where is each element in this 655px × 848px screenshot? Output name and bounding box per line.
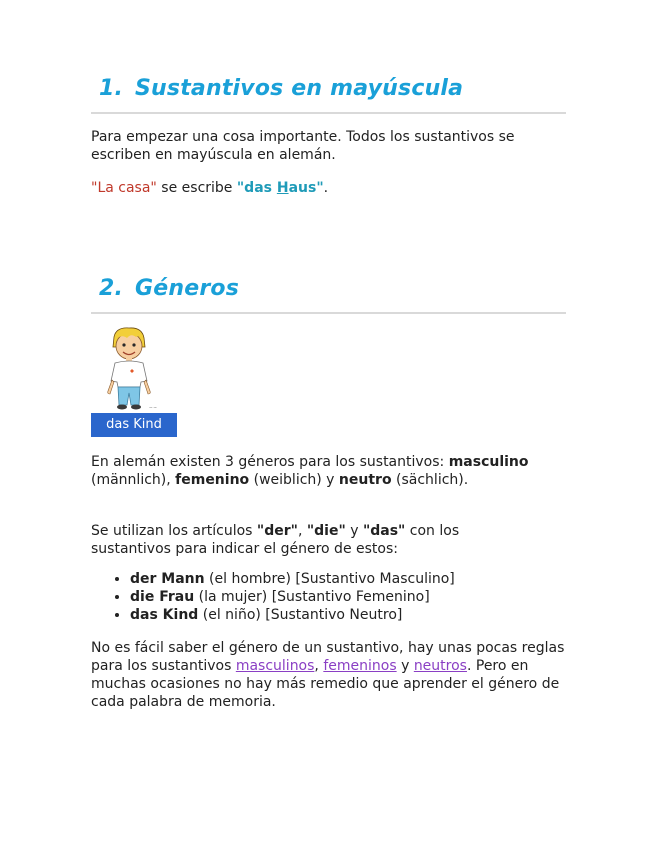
list-item: [130, 570, 570, 588]
example-end: .: [323, 180, 329, 196]
section2-paragraph2: [91, 522, 521, 558]
section2-heading: [99, 276, 239, 301]
p1-text1: En alemán existen 3 géneros para los sustantivos:: [91, 454, 449, 470]
p1-text3: (weiblich) y: [249, 472, 339, 488]
list-item-word: die Frau: [130, 589, 195, 605]
list-item-word: das Kind: [130, 607, 199, 623]
p3-text2: . Pero en muchas ocasiones no hay más remedio que aprender el género de cada palabra de memoria.: [91, 658, 560, 710]
example-middle: se escribe: [156, 180, 237, 196]
p2-das: "das": [362, 523, 406, 539]
list-item: [130, 588, 570, 606]
p1-text2: (männlich),: [91, 472, 176, 488]
p2-sep2: y: [345, 523, 363, 539]
p2-text1: Se utilizan los artículos: [91, 523, 257, 539]
p3-text1: No es fácil saber el género de un sustantivo, hay unas pocas reglas para los sustantivos: [91, 640, 565, 674]
section2-title: Géneros: [135, 276, 240, 301]
section1-divider: [91, 112, 566, 114]
p2-die: "die": [306, 523, 346, 539]
p3-sep1: ,: [314, 658, 324, 674]
link-neutros[interactable]: neutros: [413, 658, 467, 674]
p2-sep1: ,: [297, 523, 307, 539]
p1-neutro: neutro: [338, 472, 392, 488]
example-german: [237, 180, 324, 196]
p1-masculino: masculino: [448, 454, 529, 470]
p3-sep2: y: [396, 658, 414, 674]
example-spanish: "La casa": [91, 180, 157, 196]
section1-heading: [99, 76, 463, 101]
p1-femenino: femenino: [175, 472, 250, 488]
example-german-open: "das: [236, 180, 277, 196]
svg-text:~·~: ~·~: [149, 405, 157, 410]
example-german-underlined: H: [276, 180, 289, 196]
p2-text2: con los sustantivos para indicar el género de estos:: [91, 523, 460, 557]
list-item-desc: (la mujer) [Sustantivo Femenino]: [194, 589, 430, 605]
section2-paragraph1: [91, 453, 531, 489]
link-femeninos[interactable]: femeninos: [323, 658, 397, 674]
example-german-rest: aus": [288, 180, 324, 196]
kid-image-label: das Kind: [91, 413, 177, 437]
section1-paragraph: Para empezar una cosa importante. Todos los sustantivos se escriben en mayúscula en alemán.: [91, 129, 515, 163]
list-item: [130, 606, 570, 624]
section2-paragraph3: [91, 639, 566, 711]
list-item-word: der Mann: [130, 571, 205, 587]
list-item-desc: (el niño) [Sustantivo Neutro]: [198, 607, 403, 623]
section2-divider: [91, 312, 566, 314]
articles-list: [91, 570, 570, 624]
section1-title: Sustantivos en mayúscula: [135, 76, 464, 101]
section2-number: 2.: [99, 276, 124, 301]
p1-text4: (sächlich).: [391, 472, 469, 488]
list-item-desc: (el hombre) [Sustantivo Masculino]: [204, 571, 455, 587]
section1-example: [91, 179, 571, 197]
p2-der: "der": [256, 523, 298, 539]
section1-number: 1.: [99, 76, 124, 101]
link-masculinos[interactable]: masculinos: [235, 658, 315, 674]
